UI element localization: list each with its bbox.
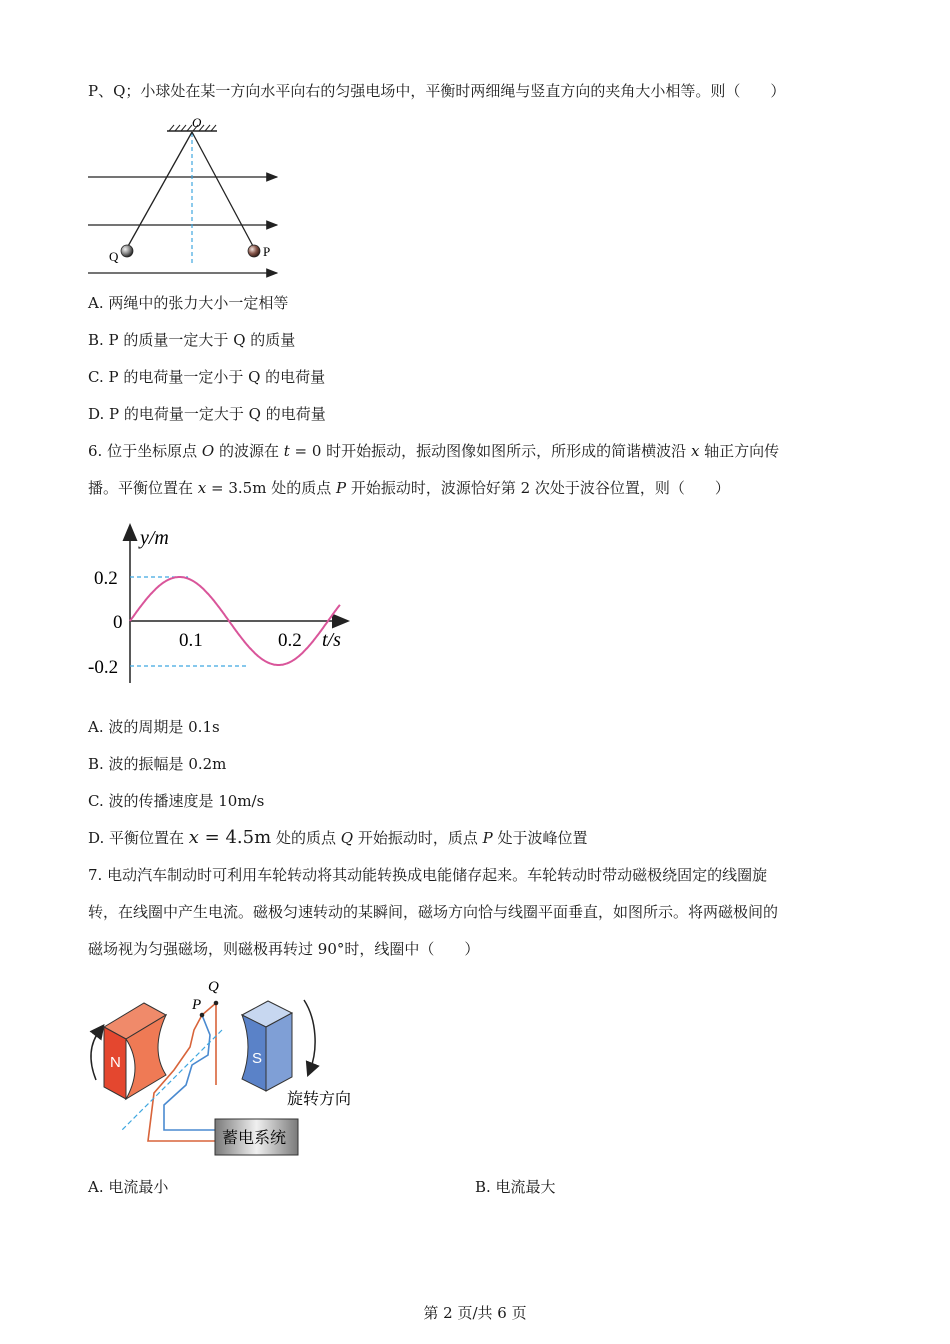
q5-label-q: Q — [109, 249, 119, 264]
q7-line2: 转，在线圈中产生电流。磁极匀速转动的某瞬间，磁场方向恰与线圈平面垂直，如图所示。将两磁极间的 — [88, 903, 779, 921]
svg-text:N: N — [110, 1054, 121, 1071]
rotation-direction-label: 旋转方向 — [287, 1089, 352, 1108]
q6-option-d: D. 平衡位置在 x = 4.5m 处的质点 Q 开始振动时，质点 P 处于波峰位置 — [88, 827, 588, 848]
q6-axis-ylabel: y/m — [140, 527, 169, 549]
q6-tick-0.2: 0.2 — [94, 568, 118, 589]
ball-q — [121, 245, 133, 257]
q6-vibration-graph — [85, 518, 360, 693]
q5-option-c: C. P 的电荷量一定小于 Q 的电荷量 — [88, 368, 326, 386]
q6-axis-xlabel: t/s — [322, 629, 341, 651]
page-footer: 第 2 页/共 6 页 — [423, 1304, 527, 1322]
q6-option-c: C. 波的传播速度是 10m/s — [88, 792, 265, 810]
q5-figure — [85, 115, 285, 280]
q6-line2: 播。平衡位置在 x = 3.5m 处的质点 P 开始振动时，波源恰好第 2 次处于波谷位置，则（ ） — [88, 479, 730, 497]
q6-option-b: B. 波的振幅是 0.2m — [88, 755, 227, 773]
q5-option-a: A. 两绳中的张力大小一定相等 — [88, 294, 289, 312]
q7-option-b: B. 电流最大 — [475, 1178, 556, 1196]
q6-line1: 6. 位于坐标原点 O 的波源在 t = 0 时开始振动，振动图像如图所示，所形成的简谐横波沿 x 轴正方向传 — [88, 442, 780, 460]
ball-p — [248, 245, 260, 257]
q6-tick-x-0.2: 0.2 — [278, 630, 302, 651]
q7-label-q: Q — [208, 979, 219, 995]
q5-label-o: O — [192, 115, 202, 130]
svg-text:S: S — [252, 1050, 263, 1067]
q7-line1: 7. 电动汽车制动时可利用车轮转动将其动能转换成电能储存起来。车轮转动时带动磁极绕固定的线圈旋 — [88, 866, 768, 884]
magnet-s — [242, 1001, 292, 1091]
q6-option-a: A. 波的周期是 0.1s — [88, 718, 220, 736]
q7-line3: 磁场视为匀强磁场，则磁极再转过 90°时，线圈中（ ） — [88, 940, 480, 958]
storage-system-label: 蓄电系统 — [222, 1128, 287, 1147]
q5-label-p: P — [263, 244, 271, 259]
q6-tick-x-0.1: 0.1 — [179, 630, 203, 651]
q7-generator-figure — [82, 975, 372, 1165]
q7-label-p: P — [192, 997, 202, 1013]
q5-stem: P、Q；小球处在某一方向水平向右的匀强电场中，平衡时两细绳与竖直方向的夹角大小相等。则（ ） — [88, 82, 786, 100]
magnet-n — [104, 1003, 166, 1099]
q6-tick--0.2: -0.2 — [88, 657, 119, 678]
q5-option-d: D. P 的电荷量一定大于 Q 的电荷量 — [88, 405, 326, 423]
q6-tick-0: 0 — [113, 612, 123, 633]
q5-option-b: B. P 的质量一定大于 Q 的质量 — [88, 331, 296, 349]
q7-option-a: A. 电流最小 — [88, 1178, 169, 1196]
